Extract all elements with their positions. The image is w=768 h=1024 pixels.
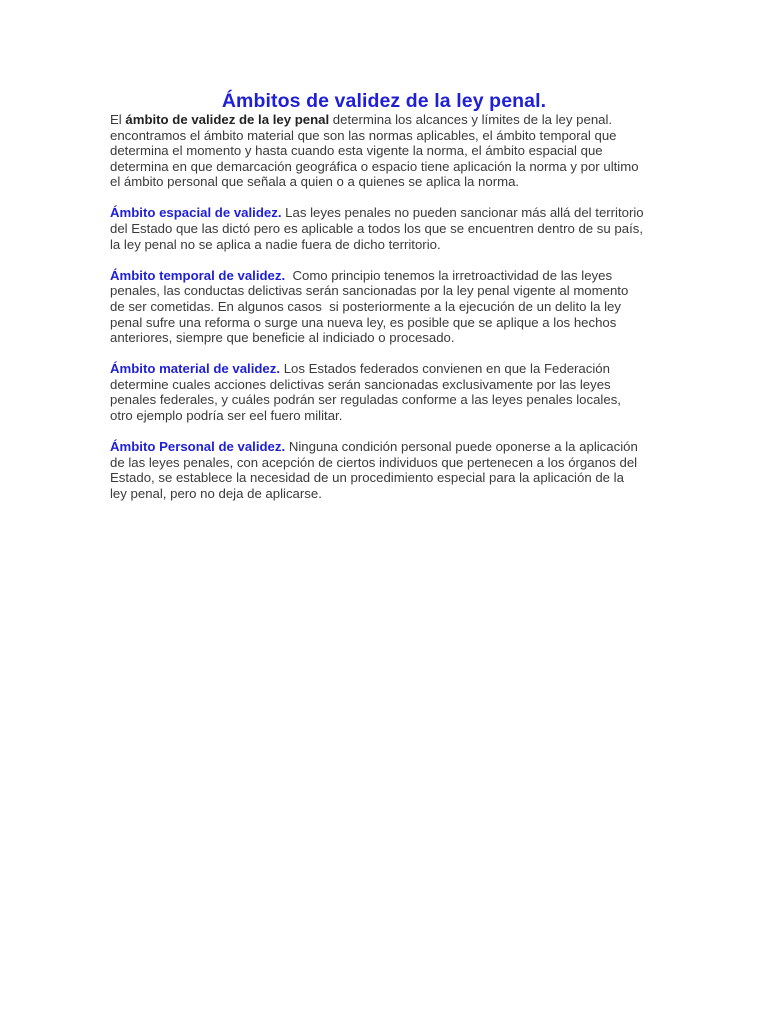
section-temporal-line-2: penales, las conductas delictivas serán sancionadas por la ley penal vigente al momento — [110, 283, 629, 299]
intro-paragraph — [110, 112, 665, 190]
intro-line-4: determina en que demarcación geográfica o espacio tiene aplicación la norma y por ultimo — [110, 158, 639, 174]
section-espacial-line-2: del Estado que las dictó pero es aplicable a todos los que se encuentren dentro de su país, — [110, 221, 643, 237]
section-personal-line-1 — [110, 439, 665, 455]
section-material-line-3: penales federales, y cuáles podrán ser reguladas conforme a las leyes penales locales, — [110, 392, 621, 408]
section-material-text: Los Estados federados convienen en que la Federación — [280, 361, 610, 377]
section-material — [110, 361, 665, 423]
section-temporal — [110, 268, 665, 346]
intro-line-3: determina el momento y hasta cuando esta vigente la norma, el ámbito espacial que — [110, 143, 603, 159]
section-material-heading: Ámbito material de validez. — [110, 361, 281, 377]
document-body — [110, 112, 665, 517]
section-personal-line-4: ley penal, pero no deja de aplicarse. — [110, 485, 322, 501]
section-personal — [110, 439, 665, 501]
section-temporal-line-5: anteriores, siempre que beneficie al indiciado o procesado. — [110, 330, 455, 346]
document-title: Ámbitos de validez de la ley penal. — [221, 90, 547, 112]
section-material-line-4: otro ejemplo podría ser eel fuero militar. — [110, 408, 343, 423]
section-espacial — [110, 205, 665, 252]
section-espacial-text: Las leyes penales no pueden sancionar más allá del territorio — [281, 205, 644, 221]
section-temporal-heading: Ámbito temporal de validez. — [110, 267, 286, 283]
intro-bold-term: ámbito de validez de la ley penal — [125, 112, 330, 127]
section-material-line-2: determine cuales acciones delictivas serán sancionadas exclusivamente por las leyes — [110, 376, 611, 392]
section-temporal-line-1 — [110, 268, 665, 284]
section-personal-line-3: Estado, se establece la necesidad de un procedimiento especial para la aplicación de la — [110, 470, 624, 486]
intro-line-5: el ámbito personal que señala a quien o a quienes se aplica la norma. — [110, 174, 520, 190]
section-espacial-line-3: la ley penal no se aplica a nadie fuera de dicho territorio. — [110, 236, 441, 252]
section-espacial-line-1 — [110, 205, 665, 221]
intro-prefix: El — [110, 112, 126, 127]
section-temporal-text: Como principio tenemos la irretroactividad de las leyes — [285, 267, 613, 283]
intro-line-1 — [110, 112, 665, 128]
section-personal-heading: Ámbito Personal de validez. — [110, 439, 286, 455]
intro-text: determina los alcances y límites de la ley penal. — [329, 112, 613, 127]
section-temporal-line-4: penal sufre una reforma o surge una nueva ley, es posible que se aplique a los hechos — [110, 314, 617, 330]
section-temporal-line-3: de ser cometidas. En algunos casos si posteriormente a la ejecución de un delito la ley — [110, 298, 621, 314]
intro-line-2: encontramos el ámbito material que son las normas aplicables, el ámbito temporal que — [110, 127, 617, 143]
section-personal-text: Ninguna condición personal puede oponerse a la aplicación — [285, 439, 638, 455]
section-material-line-1 — [110, 361, 665, 377]
section-personal-line-2: de las leyes penales, con acepción de ciertos individuos que pertenecen a los órganos del — [110, 454, 638, 470]
section-espacial-heading: Ámbito espacial de validez. — [110, 205, 282, 221]
